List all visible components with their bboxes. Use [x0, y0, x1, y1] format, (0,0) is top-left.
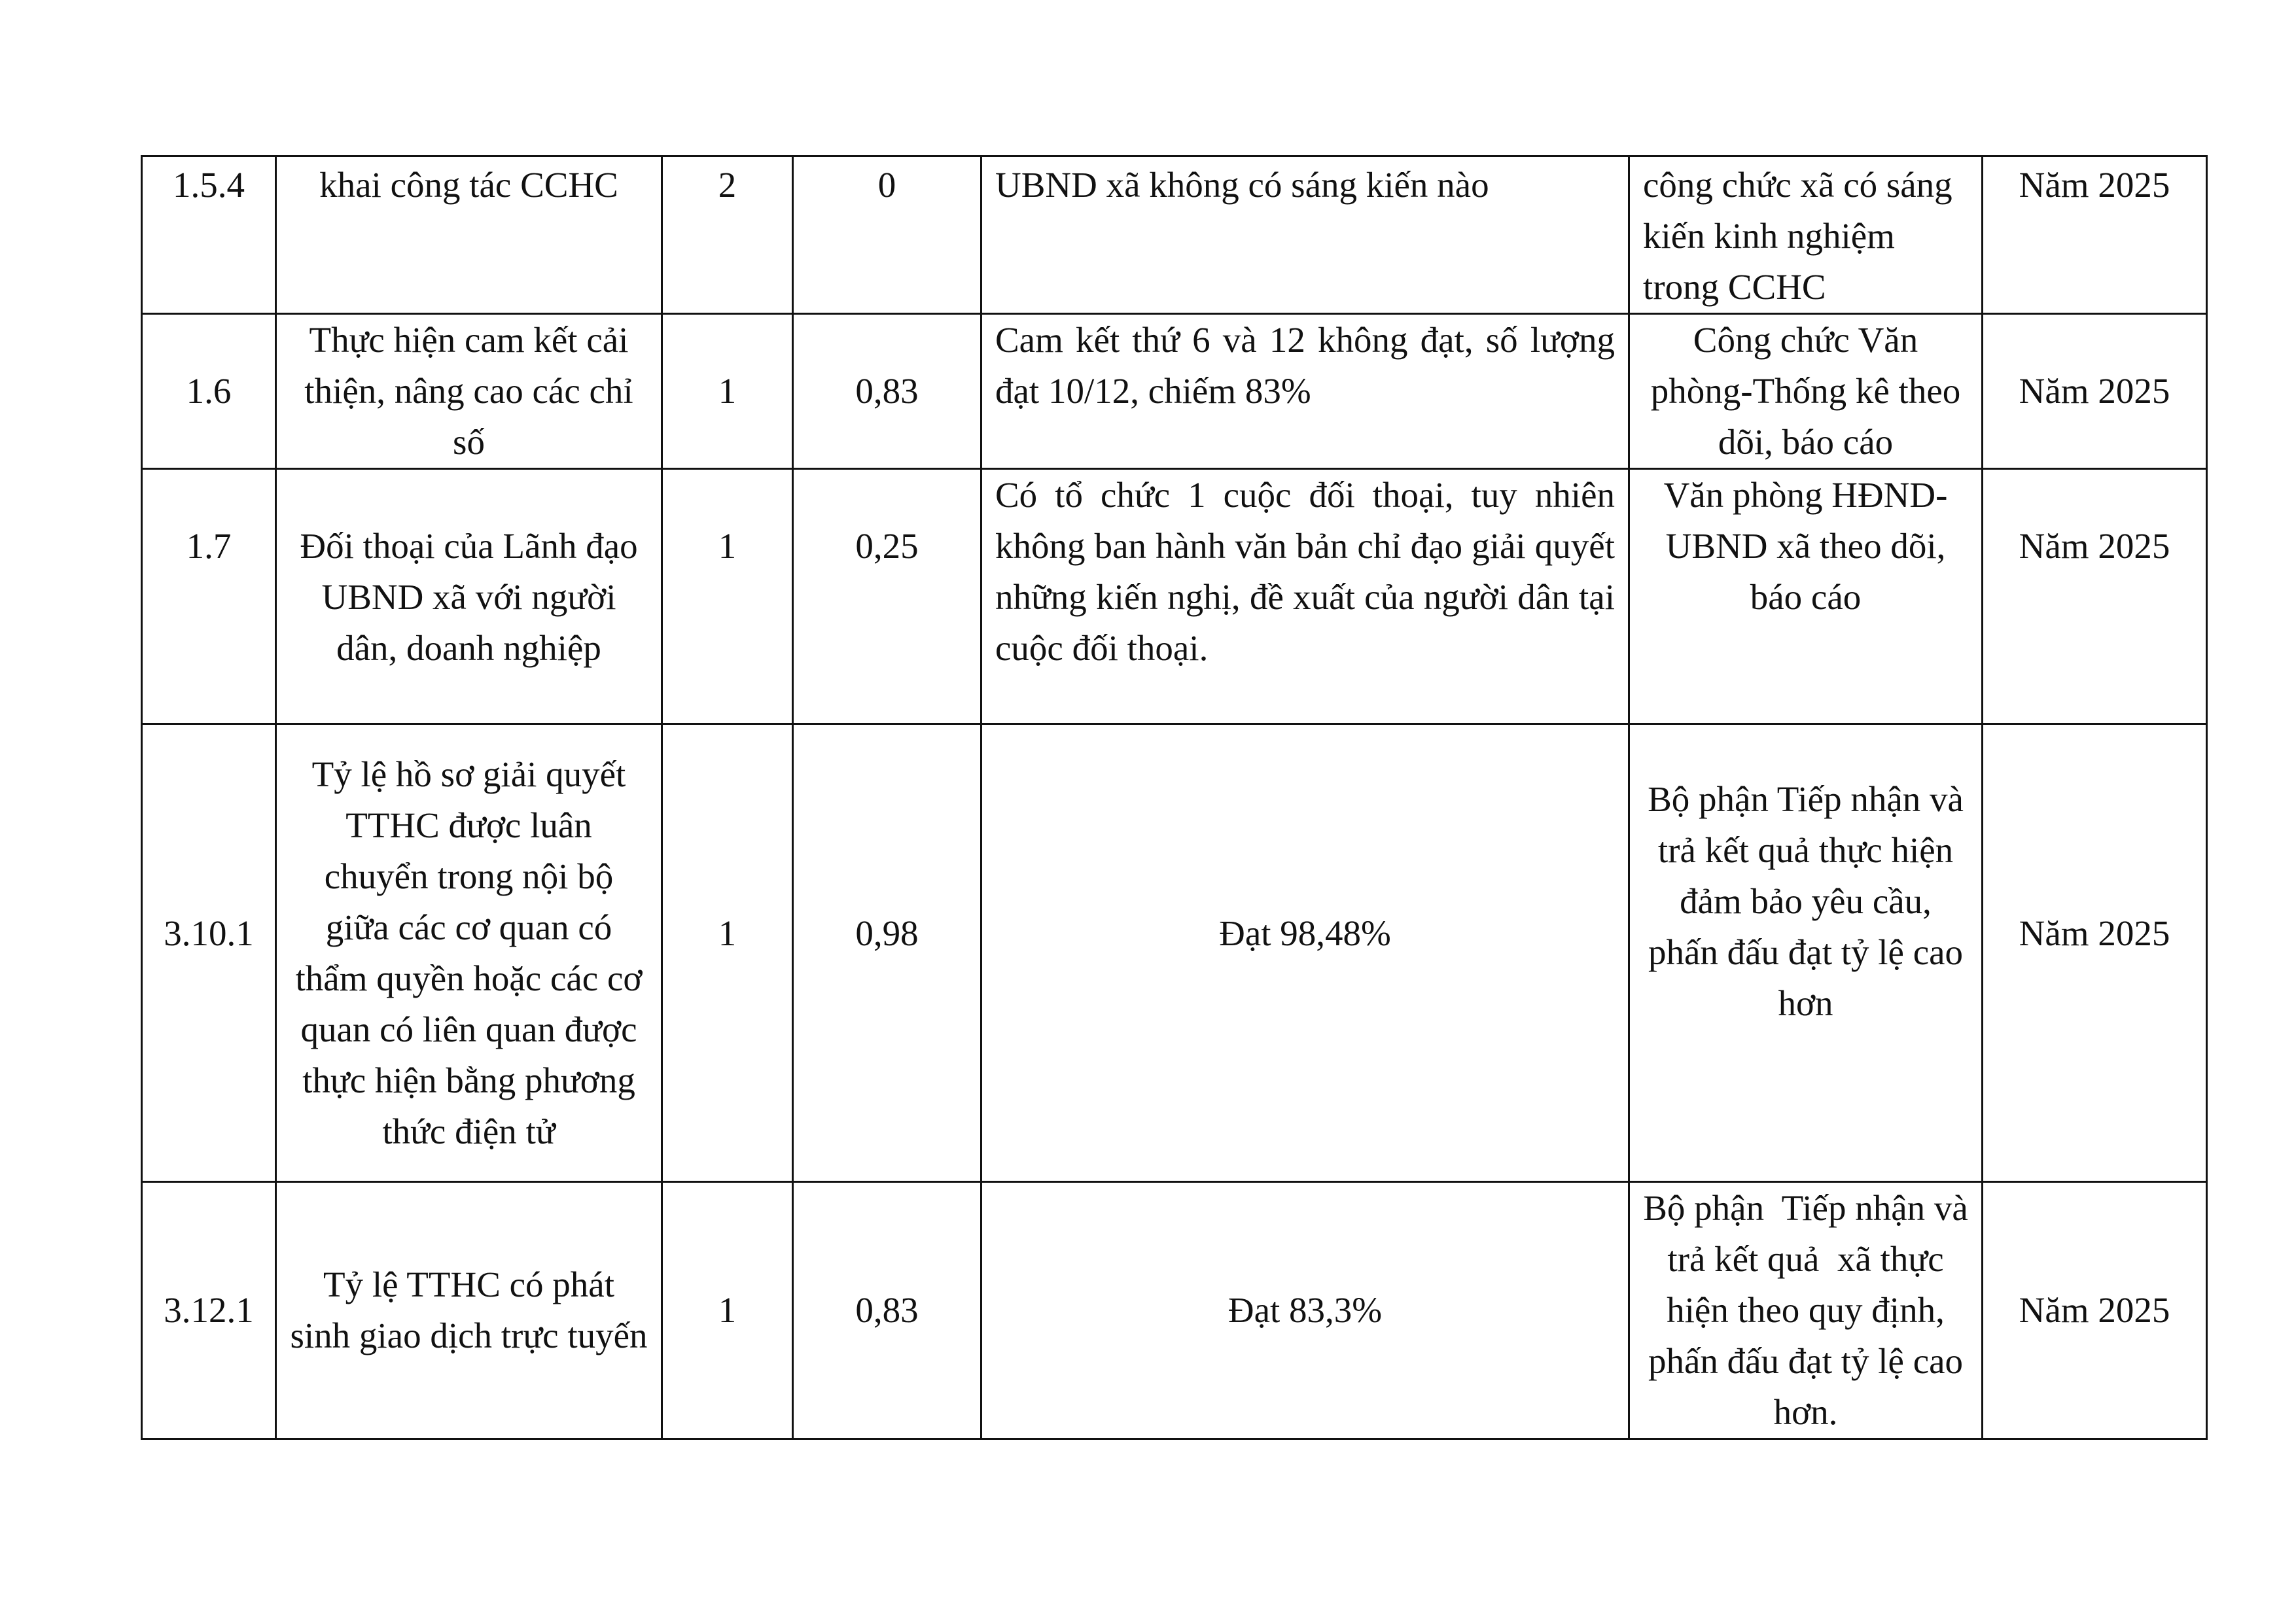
- assessment-cell: [981, 156, 1629, 314]
- responsible-cell: [1629, 156, 1983, 314]
- criterion-content-cell: [276, 469, 662, 724]
- deadline-text: Năm 2025: [2019, 913, 2170, 953]
- score: 0,98: [855, 913, 919, 953]
- assessment-cell: [981, 469, 1629, 724]
- criterion-code-cell: [142, 314, 276, 469]
- assessment-cell: [981, 724, 1629, 1182]
- deadline-cell: [1983, 469, 2207, 724]
- criterion-code-cell: [142, 469, 276, 724]
- criterion-code: 3.12.1: [164, 1290, 254, 1330]
- max-score-cell: [662, 1182, 793, 1439]
- max-score-cell: [662, 724, 793, 1182]
- table-row: [142, 156, 2207, 314]
- max-score-cell: [662, 314, 793, 469]
- assessment-text: Đạt 98,48%: [1219, 913, 1391, 953]
- criterion-code: 1.6: [186, 371, 232, 411]
- responsible-text: Bộ phận Tiếp nhận và trả kết quả thực hiện đảm bảo yêu cầu, phấn đấu đạt tỷ lệ cao hơn: [1648, 779, 1964, 1023]
- criterion-code-cell: [142, 156, 276, 314]
- score: 0,25: [855, 526, 919, 566]
- responsible-cell: [1629, 724, 1983, 1182]
- max-score: 1: [718, 1290, 737, 1330]
- criterion-code: 1.5.4: [173, 165, 245, 205]
- criterion-content-cell: [276, 314, 662, 469]
- assessment-text: Có tổ chức 1 cuộc đối thoại, tuy nhiên không ban hành văn bản chỉ đạo giải quyết những kiến nghị, đề xuất của người dân tại cuộc đối thoại.: [995, 475, 1615, 668]
- criterion-content: khai công tác CCHC: [319, 165, 618, 205]
- responsible-cell: [1629, 314, 1983, 469]
- responsible-cell: [1629, 1182, 1983, 1439]
- criterion-code: 3.10.1: [164, 913, 254, 953]
- max-score: 1: [718, 371, 737, 411]
- score-cell: [793, 469, 981, 724]
- score-cell: [793, 156, 981, 314]
- table-row: [142, 1182, 2207, 1439]
- responsible-text: công chức xã có sáng kiến kinh nghiệm trong CCHC: [1643, 165, 1952, 307]
- assessment-text: Đạt 83,3%: [1227, 1290, 1383, 1330]
- max-score: 1: [718, 913, 737, 953]
- responsible-text: Công chức Văn phòng-Thống kê theo dõi, báo cáo: [1650, 320, 1961, 462]
- assessment-cell: [981, 314, 1629, 469]
- deadline-text: Năm 2025: [2019, 1290, 2170, 1330]
- responsible-cell: [1629, 469, 1983, 724]
- table-row: [142, 469, 2207, 724]
- score: 0,83: [855, 1290, 919, 1330]
- score: 0,83: [855, 371, 919, 411]
- deadline-cell: [1983, 314, 2207, 469]
- criterion-content: Tỷ lệ hồ sơ giải quyết TTHC được luân chuyển trong nội bộ giữa các cơ quan có thẩm quyền hoặc các cơ quan có liên quan được thực hiện bằng phương thức điện tử: [295, 754, 643, 1151]
- criterion-content-cell: [276, 1182, 662, 1439]
- deadline-text: Năm 2025: [2019, 526, 2170, 566]
- max-score-cell: [662, 156, 793, 314]
- max-score: 1: [718, 526, 737, 566]
- criterion-content-cell: [276, 156, 662, 314]
- assessment-cell: [981, 1182, 1629, 1439]
- table-row: [142, 314, 2207, 469]
- assessment-text: UBND xã không có sáng kiến nào: [995, 165, 1489, 205]
- criterion-content: Thực hiện cam kết cải thiện, nâng cao các chỉ số: [304, 320, 633, 462]
- deadline-text: Năm 2025: [2019, 371, 2170, 411]
- criterion-code: 1.7: [186, 526, 232, 566]
- deadline-cell: [1983, 724, 2207, 1182]
- deadline-text: Năm 2025: [2019, 165, 2170, 205]
- criterion-code-cell: [142, 724, 276, 1182]
- criterion-content-cell: [276, 724, 662, 1182]
- max-score: 2: [718, 165, 737, 205]
- criterion-code-cell: [142, 1182, 276, 1439]
- criterion-content: Tỷ lệ TTHC có phát sinh giao dịch trực tuyến: [290, 1265, 648, 1355]
- responsible-text: Văn phòng HĐND-UBND xã theo dõi, báo cáo: [1663, 475, 1948, 617]
- max-score-cell: [662, 469, 793, 724]
- score: 0: [877, 165, 896, 205]
- criterion-content: Đối thoại của Lãnh đạo UBND xã với người dân, doanh nghiệp: [300, 526, 638, 668]
- deadline-cell: [1983, 1182, 2207, 1439]
- assessment-text: Cam kết thứ 6 và 12 không đạt, số lượng đạt 10/12, chiếm 83%: [995, 320, 1615, 411]
- score-cell: [793, 724, 981, 1182]
- score-cell: [793, 314, 981, 469]
- score-cell: [793, 1182, 981, 1439]
- table-row: [142, 724, 2207, 1182]
- reform-assessment-table: [141, 155, 2208, 1440]
- deadline-cell: [1983, 156, 2207, 314]
- responsible-text: Bộ phận Tiếp nhận và trả kết quả xã thực hiện theo quy định, phấn đấu đạt tỷ lệ cao hơn.: [1643, 1188, 1977, 1432]
